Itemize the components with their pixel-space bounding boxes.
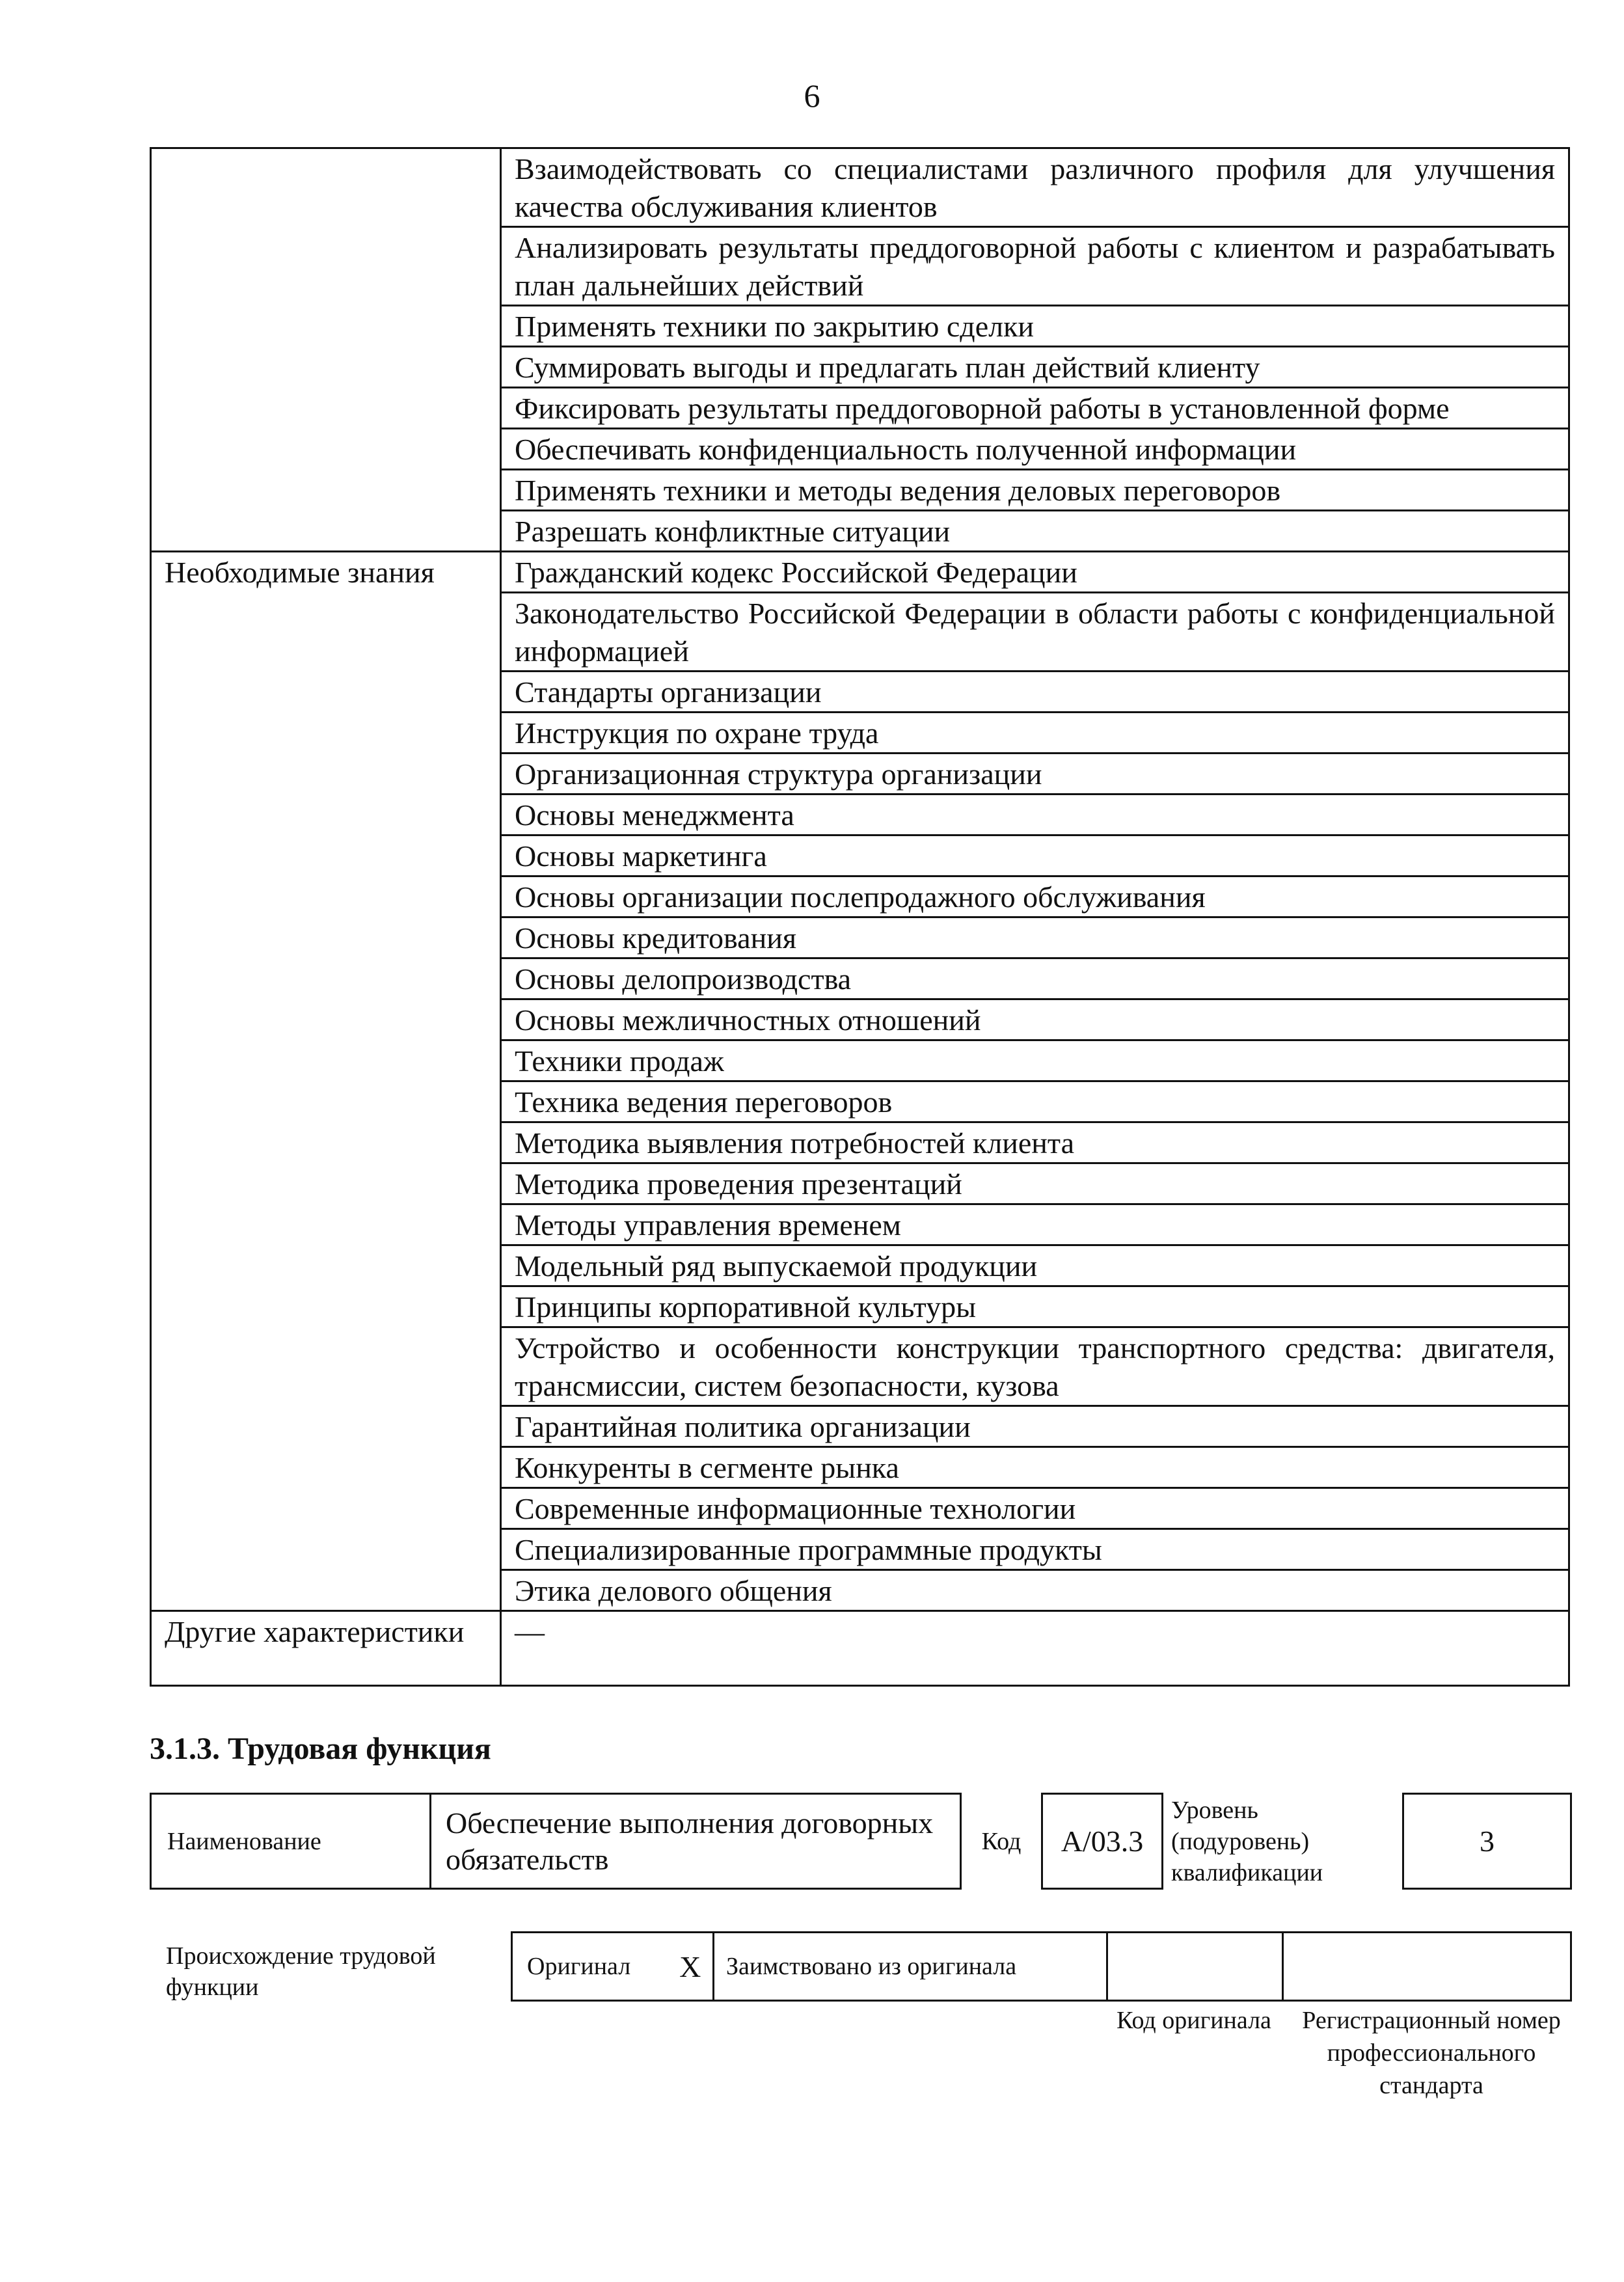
knowledge-item: Методика проведения презентаций: [501, 1163, 1569, 1204]
knowledge-section: [151, 552, 1569, 1611]
function-origin-table: [511, 1931, 1572, 2002]
knowledge-item: Конкуренты в сегменте рынка: [501, 1447, 1569, 1488]
labor-function-table: [150, 1793, 1572, 1890]
knowledge-item: Техники продаж: [501, 1040, 1569, 1081]
knowledge-item: Организационная структура организации: [501, 754, 1569, 795]
function-code-label: Код: [981, 1827, 1022, 1855]
knowledge-item: Техника ведения переговоров: [501, 1081, 1569, 1122]
knowledge-item: Стандарты организации: [501, 672, 1569, 713]
registration-number-caption: Регистрационный номер профессионального стандарта: [1302, 2007, 1561, 2099]
knowledge-item: Законодательство Российской Федерации в области работы с конфиденциальной информацией: [501, 593, 1569, 672]
knowledge-label: Необходимые знания: [151, 552, 501, 1611]
skills-item: Разрешать конфликтные ситуации: [501, 511, 1569, 552]
skills-section: [151, 148, 1569, 552]
knowledge-item: Основы делопроизводства: [501, 958, 1569, 999]
knowledge-item: Основы межличностных отношений: [501, 999, 1569, 1040]
skills-item: Обеспечивать конфиденциальность полученной информации: [501, 429, 1569, 470]
function-name-label: Наименование: [151, 1794, 431, 1889]
knowledge-item: Основы менеджмента: [501, 795, 1569, 835]
other-characteristics-label: Другие характеристики: [151, 1611, 501, 1686]
skills-item: Применять техники и методы ведения деловых переговоров: [501, 470, 1569, 511]
original-mark: X: [668, 1933, 714, 2001]
qualification-level-label: Уровень (подуровень) квалификации: [1171, 1796, 1323, 1886]
original-code-cell: [1107, 1933, 1283, 2001]
qualification-level-value: 3: [1403, 1794, 1571, 1889]
skills-item: Фиксировать результаты преддоговорной работы в установленной форме: [501, 388, 1569, 429]
page-number: 6: [804, 77, 820, 114]
knowledge-item: Специализированные программные продукты: [501, 1529, 1569, 1570]
original-label: Оригинал: [512, 1933, 668, 2001]
skills-item: Применять техники по закрытию сделки: [501, 306, 1569, 347]
knowledge-item: Методика выявления потребностей клиента: [501, 1122, 1569, 1163]
other-characteristics-value: —: [501, 1611, 1569, 1686]
knowledge-item: Модельный ряд выпускаемой продукции: [501, 1245, 1569, 1286]
other-section: [151, 1611, 1569, 1686]
borrowed-label: Заимствовано из оригинала: [714, 1933, 1107, 2001]
function-name-value: Обеспечение выполнения договорных обязательств: [431, 1794, 961, 1889]
knowledge-item: Современные информационные технологии: [501, 1488, 1569, 1529]
knowledge-item: Инструкция по охране труда: [501, 713, 1569, 754]
skills-item: Взаимодействовать со специалистами различного профиля для улучшения качества обслуживания клиентов: [501, 148, 1569, 227]
knowledge-item: Основы кредитования: [501, 917, 1569, 958]
function-origin-label: Происхождение трудовой функции: [166, 1942, 436, 2001]
knowledge-item: Методы управления временем: [501, 1204, 1569, 1245]
knowledge-item: Гражданский кодекс Российской Федерации: [501, 552, 1569, 593]
section-heading: 3.1.3. Трудовая функция: [150, 1732, 491, 1766]
skills-item: Суммировать выгоды и предлагать план действий клиенту: [501, 347, 1569, 388]
function-code-value: А/03.3: [1042, 1794, 1163, 1889]
knowledge-item: Гарантийная политика организации: [501, 1406, 1569, 1447]
requirements-table: [150, 147, 1570, 1687]
original-code-caption: Код оригинала: [1116, 2007, 1271, 2034]
registration-number-cell: [1283, 1933, 1571, 2001]
knowledge-item: Принципы корпоративной культуры: [501, 1286, 1569, 1327]
skills-label: [151, 148, 501, 552]
knowledge-item: Устройство и особенности конструкции транспортного средства: двигателя, трансмиссии, систем безопасности, кузова: [501, 1327, 1569, 1406]
knowledge-item: Основы маркетинга: [501, 835, 1569, 876]
skills-item: Анализировать результаты преддоговорной работы с клиентом и разрабатывать план дальнейших действий: [501, 227, 1569, 306]
knowledge-item: Этика делового общения: [501, 1570, 1569, 1611]
knowledge-item: Основы организации послепродажного обслуживания: [501, 876, 1569, 917]
